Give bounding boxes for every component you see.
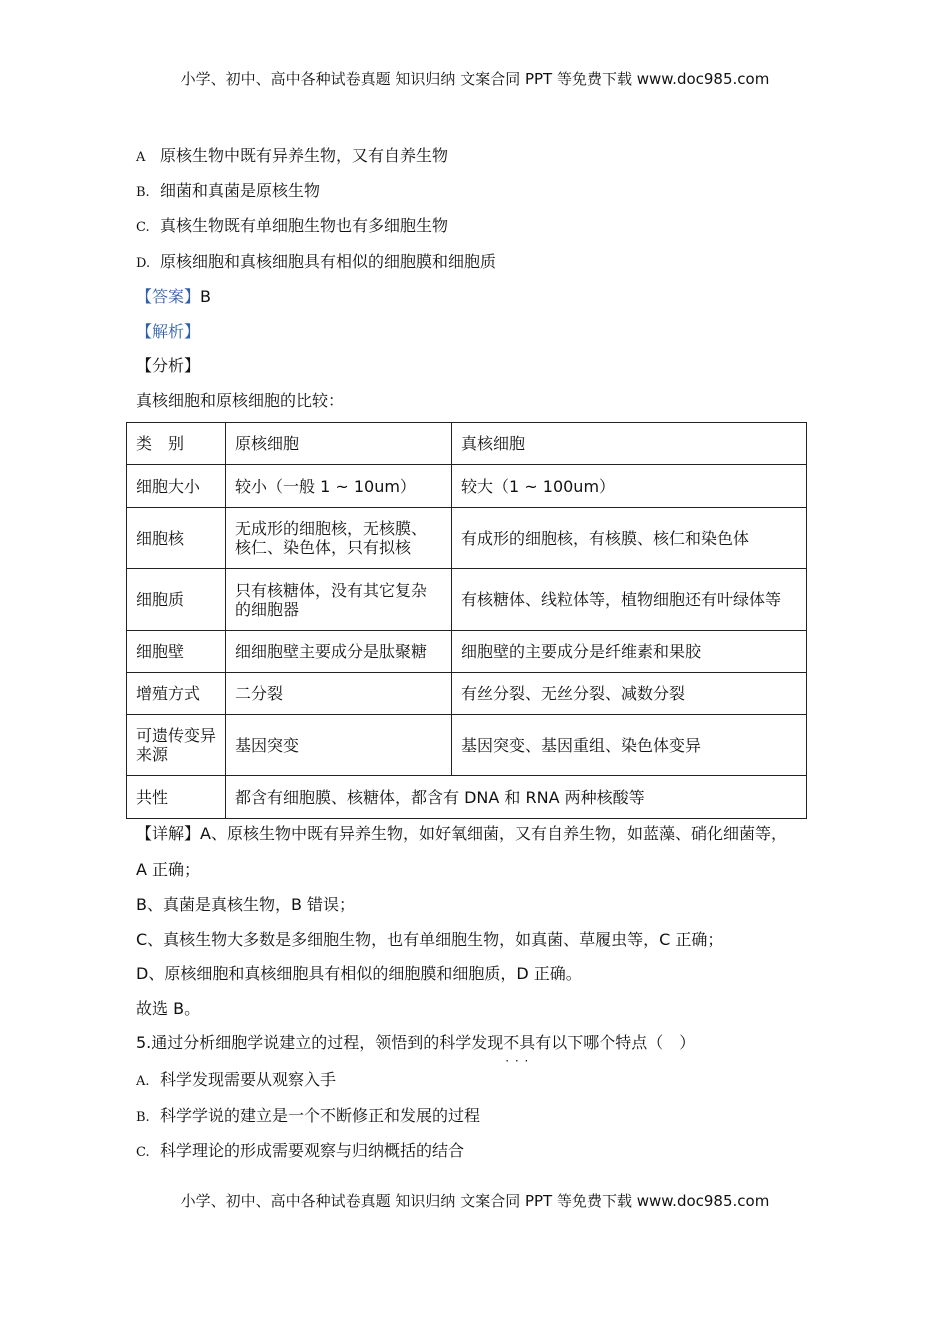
- prokaryote-cell: 无成形的细胞核，无核膜、核仁、染色体，只有拟核: [226, 508, 452, 569]
- eukaryote-cell: 较大（1 ~ 100um）: [452, 465, 807, 508]
- option-text: 科学学说的建立是一个不断修正和发展的过程: [160, 1106, 481, 1125]
- option-text: 原核细胞和真核细胞具有相似的细胞膜和细胞质: [160, 252, 497, 271]
- category-cell: 细胞质: [127, 569, 226, 631]
- q5-option-b: [136, 1106, 480, 1128]
- header-cell: 真核细胞: [452, 423, 807, 465]
- q4-option-a: [136, 146, 448, 168]
- prokaryote-cell: 较小（一般 1 ~ 10um）: [226, 465, 452, 508]
- prokaryote-cell: 只有核糖体，没有其它复杂的细胞器: [226, 569, 452, 631]
- q5-option-a: [136, 1070, 336, 1092]
- option-letter: A: [136, 150, 146, 165]
- detail-line: 【详解】A、原核生物中既有异养生物，如好氧细菌，又有自养生物，如蓝藻、硝化细菌等，: [136, 824, 787, 843]
- answer-value: B: [200, 287, 211, 306]
- analysis-label: 【解析】: [136, 322, 201, 341]
- q5-option-c: [136, 1141, 464, 1163]
- detail-line: D、原核细胞和真核细胞具有相似的细胞膜和细胞质，D 正确。: [136, 964, 582, 983]
- category-cell: 可遗传变异来源: [127, 715, 226, 776]
- table-row: [127, 673, 807, 715]
- table-row: [127, 715, 807, 776]
- category-cell: 细胞壁: [127, 631, 226, 673]
- table-row: [127, 631, 807, 673]
- header-cell: 原核细胞: [226, 423, 452, 465]
- prokaryote-cell: 细细胞壁主要成分是肽聚糖: [226, 631, 452, 673]
- option-text: 真核生物既有单细胞生物也有多细胞生物: [160, 216, 449, 235]
- eukaryote-cell: 有成形的细胞核，有核膜、核仁和染色体: [452, 508, 807, 569]
- detail-line: A 正确；: [136, 860, 201, 879]
- answer-line: [136, 287, 211, 307]
- option-letter: B.: [136, 1110, 150, 1125]
- prokaryote-cell: 二分裂: [226, 673, 452, 715]
- category-cell: 增殖方式: [127, 673, 226, 715]
- q4-option-d: [136, 252, 496, 274]
- common-cell: 都含有细胞膜、核糖体，都含有 DNA 和 RNA 两种核酸等: [226, 776, 807, 819]
- fenxi-label: 【分析】: [136, 356, 201, 375]
- table-row: [127, 569, 807, 631]
- option-text: 细菌和真菌是原核生物: [160, 181, 321, 200]
- detail-line: B、真菌是真核生物，B 错误；: [136, 895, 356, 914]
- option-letter: B.: [136, 185, 150, 200]
- stem-emphasis: 不具有 · · ·: [503, 1033, 551, 1052]
- option-text: 科学发现需要从观察入手: [160, 1070, 337, 1089]
- eukaryote-cell: 有核糖体、线粒体等，植物细胞还有叶绿体等: [452, 569, 807, 631]
- option-text: 原核生物中既有异养生物，又有自养生物: [160, 146, 449, 165]
- q4-option-c: [136, 216, 448, 238]
- table-row: [127, 508, 807, 569]
- category-cell: 细胞核: [127, 508, 226, 569]
- answer-label: 【答案】: [136, 287, 201, 306]
- comparison-table: [126, 422, 807, 819]
- eukaryote-cell: 细胞壁的主要成分是纤维素和果胶: [452, 631, 807, 673]
- page-header: 小学、初中、高中各种试卷真题 知识归纳 文案合同 PPT 等免费下载 www.doc985.com: [180, 70, 770, 88]
- q4-option-b: [136, 181, 320, 203]
- option-letter: C.: [136, 220, 150, 235]
- page-footer: 小学、初中、高中各种试卷真题 知识归纳 文案合同 PPT 等免费下载 www.doc985.com: [180, 1192, 770, 1210]
- header-cell: 类 别: [127, 423, 226, 465]
- table-intro: 真核细胞和原核细胞的比较：: [136, 391, 345, 410]
- option-letter: D.: [136, 256, 151, 271]
- eukaryote-cell: 基因突变、基因重组、染色体变异: [452, 715, 807, 776]
- category-cell: 细胞大小: [127, 465, 226, 508]
- option-letter: A.: [136, 1074, 150, 1089]
- prokaryote-cell: 基因突变: [226, 715, 452, 776]
- category-cell: 共性: [127, 776, 226, 819]
- question-5-stem: [136, 1033, 695, 1053]
- stem-after: 以下哪个特点（ ）: [551, 1033, 696, 1052]
- table-header-row: [127, 423, 807, 465]
- table-common-row: [127, 776, 807, 819]
- detail-line: 故选 B。: [136, 999, 201, 1018]
- table-row: [127, 465, 807, 508]
- option-letter: C.: [136, 1145, 150, 1160]
- stem-before: 5.通过分析细胞学说建立的过程，领悟到的科学发现: [136, 1033, 504, 1052]
- eukaryote-cell: 有丝分裂、无丝分裂、减数分裂: [452, 673, 807, 715]
- detail-line: C、真核生物大多数是多细胞生物，也有单细胞生物，如真菌、草履虫等，C 正确；: [136, 930, 724, 949]
- option-text: 科学理论的形成需要观察与归纳概括的结合: [160, 1141, 465, 1160]
